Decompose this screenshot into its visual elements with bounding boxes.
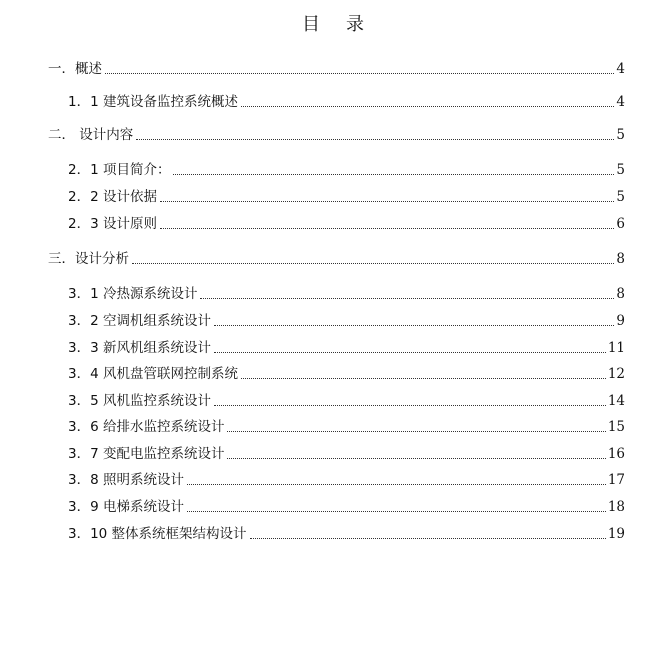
toc-page-number: 4	[616, 94, 625, 110]
toc-page-number: 15	[607, 419, 625, 435]
toc-title-char: 录	[346, 14, 366, 35]
dot-leader	[200, 298, 614, 299]
toc-entry-label: 3．6 给排水监控系统设计	[68, 419, 225, 435]
dot-leader	[160, 201, 614, 202]
toc-entry-label: 三．设计分析	[48, 251, 129, 267]
toc-entry[interactable]	[68, 413, 625, 435]
dot-leader	[187, 484, 606, 485]
dot-leader	[227, 458, 605, 459]
toc-page-number: 11	[607, 340, 625, 356]
dot-leader	[241, 106, 614, 107]
toc-entry-label: 3．5 风机监控系统设计	[68, 393, 211, 409]
toc-entry[interactable]	[68, 280, 625, 302]
toc-page-number: 6	[616, 216, 625, 232]
toc-entry-label: 3．10 整体系统框架结构设计	[68, 526, 247, 542]
toc-title-char: 目	[302, 14, 322, 35]
toc-entry-label: 3．2 空调机组系统设计	[68, 313, 211, 329]
toc-entry-label: 二． 设计内容	[48, 127, 134, 143]
toc-page-number: 5	[616, 127, 625, 143]
toc-page-number: 8	[616, 286, 625, 302]
toc-page-number: 17	[607, 472, 625, 488]
dot-leader	[241, 378, 606, 379]
toc-entry[interactable]	[68, 307, 625, 329]
toc-entry[interactable]	[48, 245, 625, 267]
toc-entry-label: 3．9 电梯系统设计	[68, 499, 184, 515]
toc-page-number: 12	[607, 366, 625, 382]
toc-page-number: 5	[616, 189, 625, 205]
toc-entry[interactable]	[68, 156, 625, 178]
toc-entry[interactable]	[68, 88, 625, 110]
toc-entry-label: 一．概述	[48, 61, 102, 77]
toc-page-number: 8	[616, 251, 625, 267]
toc-entry[interactable]	[68, 210, 625, 232]
dot-leader	[136, 139, 614, 140]
toc-entry[interactable]	[68, 387, 625, 409]
dot-leader	[214, 405, 606, 406]
toc-entry-label: 3．8 照明系统设计	[68, 472, 184, 488]
dot-leader	[132, 263, 614, 264]
toc-entry[interactable]	[48, 55, 625, 77]
dot-leader	[227, 431, 605, 432]
toc-entry-label: 2．1 项目简介：	[68, 162, 171, 178]
toc-entry-label: 2．2 设计依据	[68, 189, 157, 205]
dot-leader	[187, 511, 606, 512]
dot-leader	[214, 352, 606, 353]
toc-entry-label: 3．7 变配电监控系统设计	[68, 446, 225, 462]
toc-entry-label: 3．4 风机盘管联网控制系统	[68, 366, 238, 382]
toc-entry[interactable]	[68, 520, 625, 542]
toc-entry-label: 3．3 新风机组系统设计	[68, 340, 211, 356]
toc-entry[interactable]	[68, 334, 625, 356]
dot-leader	[105, 73, 614, 74]
toc-entry-label: 2．3 设计原则	[68, 216, 157, 232]
toc-entry[interactable]	[68, 360, 625, 382]
toc-entry[interactable]	[68, 466, 625, 488]
toc-page-number: 5	[616, 162, 625, 178]
toc-entry-label: 3．1 冷热源系统设计	[68, 286, 198, 302]
toc-page-number: 19	[607, 526, 625, 542]
toc-page-number: 18	[607, 499, 625, 515]
toc-page-number: 9	[616, 313, 625, 329]
toc-entry[interactable]	[68, 493, 625, 515]
dot-leader	[214, 325, 614, 326]
toc-page-number: 16	[607, 446, 625, 462]
toc-entry[interactable]	[68, 183, 625, 205]
dot-leader	[250, 538, 606, 539]
toc-entry[interactable]	[48, 121, 625, 143]
toc-page-number: 14	[607, 393, 625, 409]
toc-page-number: 4	[616, 61, 625, 77]
toc-entry[interactable]	[68, 440, 625, 462]
dot-leader	[173, 174, 614, 175]
dot-leader	[160, 228, 614, 229]
toc-entry-label: 1．1 建筑设备监控系统概述	[68, 94, 238, 110]
